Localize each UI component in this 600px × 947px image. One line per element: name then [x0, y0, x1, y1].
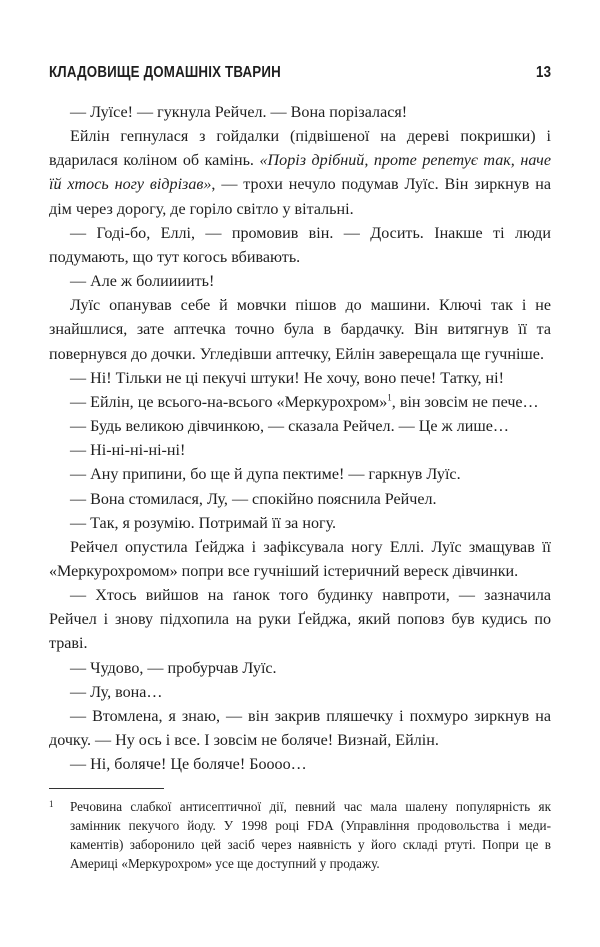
paragraph-text: Ейлін гепнулася з гойдалки (підвішеної на дереві покришки) і вдарилася коліном об камінь. [49, 128, 551, 170]
page-number: 13 [536, 64, 552, 81]
paragraph: — Втомлена, я знаю, — він закрив пляшечку і похмуро зиркнув на дочку. — Ну ось і все. І зовсім не боляче! Визнай, Ейлін. [49, 707, 551, 750]
paragraph: — Ні-ні-ні-ні-ні! [70, 442, 186, 460]
paragraph [49, 125, 551, 222]
paragraph: — Луїсе! — гукнула Рейчел. — Вона порізалася! [70, 104, 408, 121]
page-body [49, 101, 551, 777]
footnote [49, 797, 551, 873]
book-title: КЛАДОВИЩЕ ДОМАШНІХ ТВАРИН [49, 64, 281, 81]
footnote-divider [49, 788, 164, 789]
running-header [49, 64, 551, 86]
footnote-reference: 1 [387, 392, 392, 403]
paragraph: Рейчел опустила Ґейджа і зафіксувала ногу Еллі. Луїс змащував її «Меркурохромом» попри все гучніший істеричний вереск дівчинки. [49, 538, 551, 580]
paragraph: — Чудово, — пробурчав Луїс. [70, 659, 277, 677]
paragraph: — Будь великою дівчинкою, — сказала Рейчел. — Це ж лише… [70, 418, 509, 436]
paragraph: — Ні! Тільки не ці пекучі штуки! Не хочу, воно пече! Татку, ні! [70, 369, 504, 387]
paragraph: — Хтось вийшов на ґанок того будинку навпроти, — зазначила Рейчел і знову підхопила на руки Ґейджа, який поповз був кудись по траві. [49, 587, 551, 653]
paragraph: Луїс опанував себе й мовчки пішов до машини. Ключі так і не знайшлися, зате аптечка точно була в бардачку. Він витягнув її та повернувся до дочки. Угледівши аптечку, Ейлін заверещала ще гучніше. [49, 297, 551, 363]
paragraph: — Вона стомилася, Лу, — спокійно пояснила Рейчел. [70, 490, 437, 508]
paragraph: — Ану припини, бо ще й дупа пектиме! — гаркнув Луїс. [70, 466, 461, 484]
italic-thought: «Поріз дрібний, проте репетує так, наче їй хтось ногу відрізав» [49, 152, 551, 194]
paragraph: — Але ж болиииить! [70, 273, 215, 291]
paragraph-text: — Ейлін, це всього-на-всього «Меркурохром» [70, 393, 388, 411]
paragraph [49, 391, 551, 415]
paragraph: — Ні, боляче! Це боляче! Боооо… [70, 756, 307, 774]
footnote-mark: 1 [49, 799, 54, 809]
paragraph: — Лу, вона… [70, 683, 163, 701]
paragraph: — Годі-бо, Еллі, — промовив він. — Досить. Інакше ті люди подумають, що тут когось вбивають. [49, 224, 551, 266]
paragraph-text: , він зовсім не пече… [391, 393, 539, 411]
footnote-text: Речовина слабкої антисептичної дії, певний час мала шалену популярність як замінник пекучого йоду. У 1998 році FDA (Управління продовольства і медикаментів) заборонило цей засіб через наявність у його складі ртуті. Попри це в Америці «Меркурохром» усе ще доступний у продажу. [70, 799, 551, 871]
paragraph-text: , — трохи нечуло подумав Луїс. Він зиркнув на дім через дорогу, де горіло світло у вітальні. [49, 176, 552, 218]
paragraph: — Так, я розумію. Потримай її за ногу. [70, 514, 337, 532]
